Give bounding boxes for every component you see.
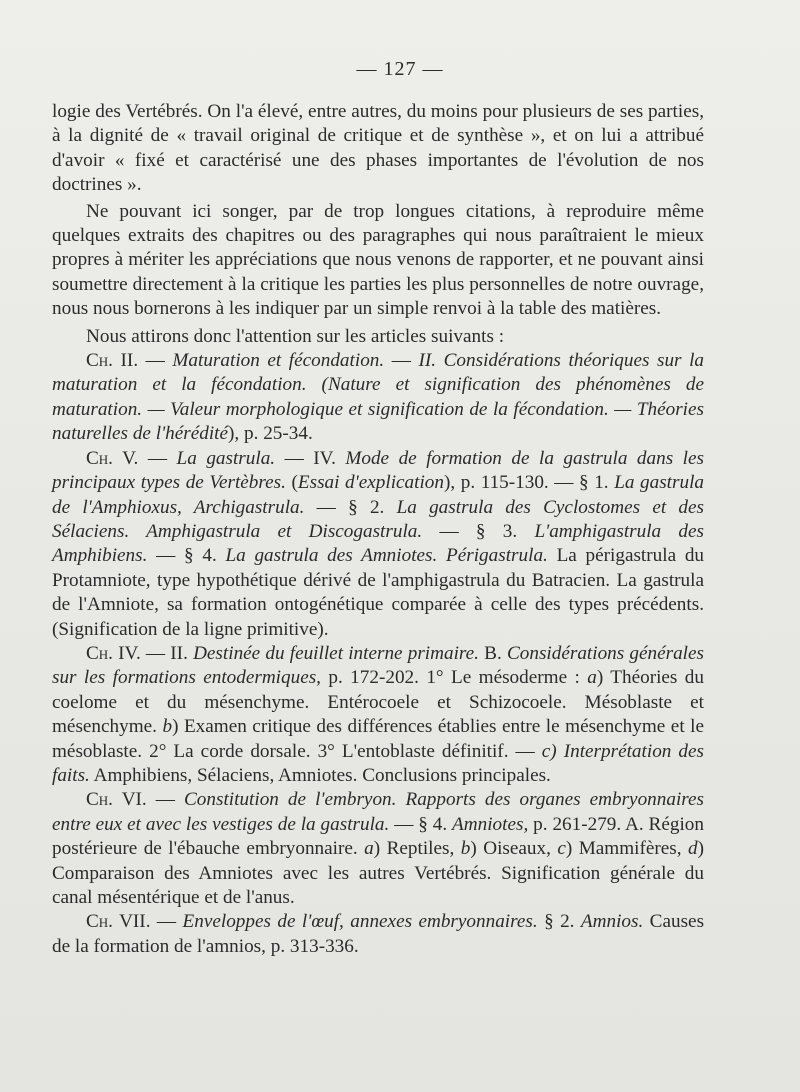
paragraph-citations: Ne pouvant ici songer, par de trop longues citations, à reproduire même quelques extraits des chapitres ou des paragraphes qui nous paraîtraient le mieux propres à mériter les appréciations que nous venons de rapporter, et ne pouvant ainsi soumettre directement à la critique les parties les plus personnelles de notre ouvrage, nous nous bornerons à les indiquer par un simple renvoi à la table des matières. bbox=[52, 200, 704, 320]
page-number: — 127 — bbox=[356, 58, 444, 80]
paragraph-continuation: logie des Vertébrés. On l'a élevé, entre autres, du moins pour plusieurs de ses parties, à la dignité de « travail original de critique et de synthèse », et on lui a attribué d'avoir « fixé et caractérisé une des phases importantes de l'évolution de nos doctrines ». bbox=[52, 101, 704, 196]
chapter-entry-5: Ch. V. — La gastrula. — IV. Mode de formation de la gastrula dans les principaux types de Vertèbres. (Essai d'explication), p. 115-130. — § 1. La gastrula de l'Amphioxus, Archigastrula. — § 2. La gastrula des Cyclostomes et des Sélaciens. Amphigastrula et Discogastrula. — § 3. L'amphigastrula des Amphibiens. — § 4. La gastrula des Amniotes. Périgastrula. La périgastrula du Protamniote, type hypothétique dérivé de l'amphigastrula du Batracien. La gastrula de l'Amniote, sa formation ontogénétique comparée à celle des types précédents. (Signification de la ligne primitive). bbox=[52, 447, 705, 640]
chapter-label: Ch. bbox=[86, 350, 113, 372]
chapter-label: Ch. bbox=[86, 642, 113, 664]
chapter-entry-4: Ch. IV. — II. Destinée du feuillet interne primaire. B. Considérations générales sur les formations entodermiques, p. 172-202. 1° Le mésoderme : a) Théories du coelome et du mésenchyme. Entérocoele et Schizocoele. Mésoblaste et mésenchyme. b) Examen critique des différences établies entre le mésenchyme et le mésoblaste. 2° La corde dorsale. 3° L'entoblaste définitif. — c) Interprétation des faits. Amphibiens, Sélaciens, Amniotes. Conclusions principales. bbox=[52, 642, 705, 786]
chapter-entry-2: Ch. II. — Maturation et fécondation. — II. Considérations théoriques sur la maturation et la fécondation. (Nature et signification des phénomènes de maturation. — Valeur morphologique et signification de la fécondation. — Théories naturelles de l'hérédité), p. 25-34. bbox=[52, 350, 705, 445]
body-text bbox=[52, 100, 704, 959]
chapter-label: Ch. bbox=[86, 447, 113, 469]
paragraph-intro-list: Nous attirons donc l'attention sur les articles suivants : bbox=[86, 325, 505, 347]
chapter-entry-7: Ch. VII. — Enveloppes de l'œuf, annexes embryonnaires. § 2. Amnios. Causes de la formation de l'amnios, p. 313-336. bbox=[52, 911, 705, 957]
chapter-label: Ch. bbox=[86, 789, 113, 811]
chapter-entry-6: Ch. VI. — Constitution de l'embryon. Rapports des organes embryonnaires entre eux et avec les vestiges de la gastrula. — § 4. Amniotes, p. 261-279. A. Région postérieure de l'ébauche embryonnaire. a) Reptiles, b) Oiseaux, c) Mammifères, d) Comparaison des Amniotes avec les autres Vertébrés. Signification générale du canal mésentérique et de l'anus. bbox=[52, 789, 705, 908]
chapter-label: Ch. bbox=[86, 911, 113, 933]
